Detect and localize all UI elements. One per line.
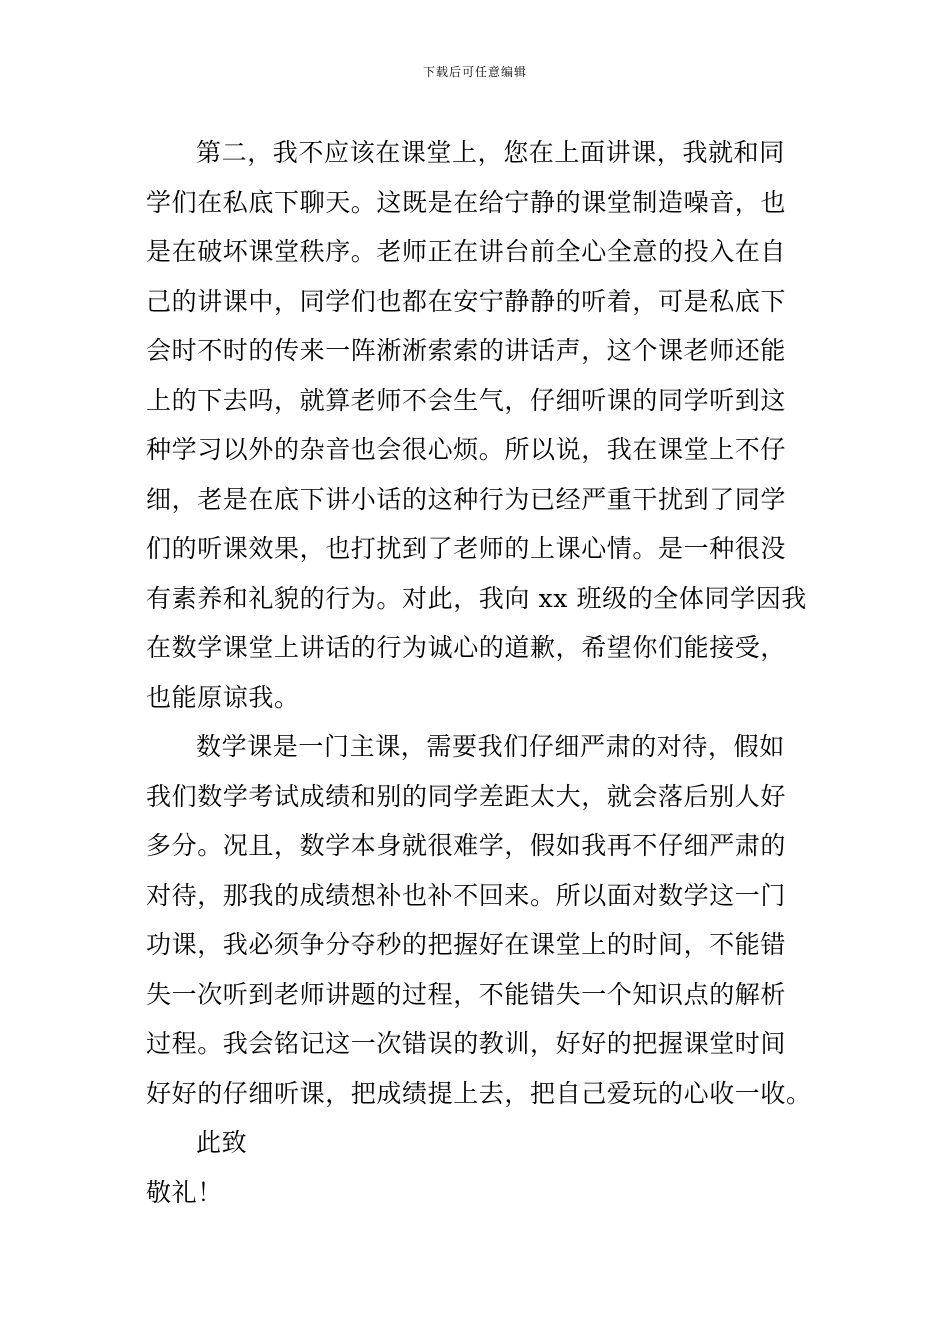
text-line: 失一次听到老师讲题的过程，不能错失一个知识点的解析 — [146, 979, 787, 1009]
text-line: 在数学课堂上讲话的行为诚心的道歉，希望你们能接受， — [146, 633, 787, 662]
text-line: 对待，那我的成绩想补也补不回来。所以面对数学这一门 — [146, 880, 787, 910]
text-line: 上的下去吗，就算老师不会生气，仔细听课的同学听到这 — [146, 385, 787, 415]
text-line: 数学课是一门主课，需要我们仔细严肃的对待，假如 — [196, 732, 785, 761]
closing-regards: 敬礼！ — [146, 1177, 223, 1207]
text-line: 好好的仔细听课，把成绩提上去，把自己爱玩的心收一收。 — [146, 1078, 812, 1108]
text-line: 细，老是在底下讲小话的这种行为已经严重干扰到了同学 — [146, 484, 787, 514]
text-line: 我们数学考试成绩和别的同学差距太大，就会落后别人好 — [146, 781, 787, 811]
document-body — [146, 128, 812, 1217]
text-line: 会时不时的传来一阵淅淅索索的讲话声，这个课老师还能 — [146, 336, 787, 365]
text-line: 是在破坏课堂秩序。老师正在讲台前全心全意的投入在自 — [146, 237, 787, 266]
text-line: 们的听课效果，也打扰到了老师的上课心情。是一种很没 — [146, 534, 787, 563]
text-line: 第二，我不应该在课堂上，您在上面讲课，我就和同 — [196, 138, 785, 167]
text-line: 过程。我会铭记这一次错误的教训，好好的把握课堂时间 — [146, 1029, 787, 1058]
paragraph-math-class — [146, 722, 812, 1118]
text-line: 多分。况且，数学本身就很难学，假如我再不仔细严肃的 — [146, 831, 787, 860]
text-line: 有素养和礼貌的行为。对此，我向 xx 班级的全体同学因我 — [146, 583, 807, 613]
text-line: 种学习以外的杂音也会很心烦。所以说，我在课堂上不仔 — [146, 435, 787, 464]
text-line: 也能原谅我。 — [146, 682, 300, 712]
text-line: 己的讲课中，同学们也都在安宁静静的听着，可是私底下 — [146, 286, 787, 316]
page-header: 下载后可任意编辑 — [422, 65, 527, 79]
text-line: 功课，我必须争分夺秒的把握好在课堂上的时间，不能错 — [146, 930, 787, 959]
closing-salutation: 此致 — [196, 1128, 248, 1157]
text-line: 学们在私底下聊天。这既是在给宁静的课堂制造噪音，也 — [146, 187, 787, 217]
paragraph-apology — [146, 128, 806, 722]
